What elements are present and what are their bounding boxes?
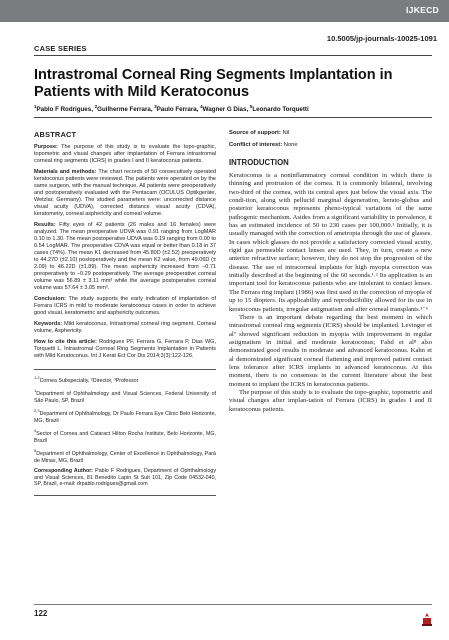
body-column xyxy=(229,130,432,414)
conflict-of-interest: Conflict of interest: None xyxy=(229,142,298,148)
author-name: Wagner G Dias xyxy=(202,106,247,114)
author-name: Guilherme Ferrara xyxy=(97,106,151,114)
affiliation-2-3: $^{2,3}$Department of Ophthalmology, Dr Paulo Ferrara Eye Clinic Belo Horizonte, MG, Brazil xyxy=(34,408,216,424)
introduction-heading: INTRODUCTION xyxy=(229,158,289,167)
intro-paragraph-1: Keratoconus is a noninflammatory corneal condition in which there is thinning and protrusion of the cornea. It is commonly bilateral, involving two-third of the cornea, with its central apex just below the visual axis. The condi-tion, along with pellucid marginal degeneration, kerato-globus and posterior keratoconus represents pheno-typical variations of the same pathogenic mechanism. Asides from a significant variability in prevalence, it has an estimated incidence of 50 to 230 cases per 100,000.¹ Initially, it is usually managed with the correction of ametropia through the use of glasses. In cases which glasses do not provide a satisfactory corrected visual acuity, rigid gas permeable contact lenses are used. They, in turn, create a new anterior refractive surface; however, they do not stop the progression of the disease. The use of intracorneal implants for high myopia correction was initially described at the beginning of the 60 seconds.¹˒² Its application is an important tool for keratoconus patients who are intolerant to contact lenses. The Ferrara ring implant (1986) was first used in the correction of myopia of up to 15 diopters. Its applicability and reproducibility allowed for its use in keratoconus patients, irregular astigmatism and after corneal transplants.³⁻⁶ xyxy=(229,172,432,313)
abstract-results: Results: Fifty eyes of 42 patients (26 males and 16 females) were analyzed. The mean preoperative UDVA was 0.91 ranging from LogMAR 0.10 to 1.30. The mean postoperative UDVA was 0.19 ranging from 0.00 to 0.54 LogMAR. The preoperative CDVA was equal or better than 0.18 in 37 cases (74%). The mean K1 decreased from 45.80D (±2.52) preoperatively to 44.27D (±2.10) postoperatively and the mean K2 value, from 49.06D (± 2.09) to 46.22D (±1.89). The mean asphericity increased from −0.71 preoperatively to −0.29 postoperatively. The average preoperative corneal volume was 56.89 ± 3.11 mm³ while the average postoperative corneal volume was 57.64 ± 3.05 mm³. xyxy=(34,222,216,291)
abstract-methods: Materials and methods: The chart records of 50 consecutively operated keratoconus patients were reviewed. The patients were operated on by the same surgeon, with the manual technique. All patients were preoperatively and postoperatively evaluated with the Pentacam (OCULUS Optikgeräte, Wetzlar, Germany). The studied parameters were: uncorrected distance visual acuity (UDVA), corrected distance visual acuity (CDVA), keratometry, corneal asphericity and corneal volume. xyxy=(34,169,217,217)
affiliations-box xyxy=(34,369,216,496)
abstract-purpose: Purpose: The purpose of this study is to evaluate the topo-graphic, topometric and visual changes after implantation of Ferrara intrastromal corneal ring segments (ICRS) in grades I and II keratoconus patients. xyxy=(34,144,217,164)
source-of-support: Source of support: Nil xyxy=(229,130,290,136)
abstract-citation: How to cite this article: Rodrigues PF, Ferrara G, Ferrara P, Dias WG, Torquetti L. Intrastromal Corneal Ring Segments Implantation in Patients with Mild Keratoconus. Int J Kerat Ect Cor Dis 2014;3(3):122-126. xyxy=(34,339,216,359)
affiliation-1: $^1$Department of Ophthalmology and Visual Sciences, Federal University of São Paulo, SP, Brazil xyxy=(34,388,216,404)
author-name: Pablo F Rodrigues xyxy=(36,106,92,114)
journal-header-bar xyxy=(0,0,449,22)
section-label: CASE SERIES xyxy=(34,44,87,53)
intro-paragraph-2: There is an important debate regarding the best moment in which intrastromal corneal ring segments (ICRS) should be implanted. Levinger et al⁷ showed significant reduction in myopia with improvement in regular astigmatism in initial and moderate keratoconus; Fahd et al⁸ also demonstrated good results in moderate and advanced keratoconus. Kahn et al demonstrated significant corneal flattening and improved patient contact lens tolerance after ICRS implants in advanced keratoconus. At this moment, there is no consensus in the current literature about the best moment to implant the ICRS in keratoconus patients. xyxy=(229,313,432,388)
affiliation-4: $^4$Sector of Cornea and Cataract Hilton Rocha Institute, Belo Horizonte, MG, Brazil xyxy=(34,428,216,444)
author-list: $^1$Pablo F Rodrigues, $^2$Guilherme Ferrara, $^3$Paulo Ferrara, $^4$Wagner G Dias, $^5$Leonardo Torquetti xyxy=(34,104,309,114)
page-number: 122 xyxy=(34,609,48,618)
intro-paragraph-3: The purpose of this study is to evaluate the topo-graphic, topometric and visual changes after implan-tation of Ferrara (ICRS) in grades I and II keratoconus patients. xyxy=(229,388,432,413)
title-top-rule xyxy=(34,55,432,56)
abstract-heading: ABSTRACT xyxy=(34,130,77,139)
article-title: Intrastromal Corneal Ring Segments Implantation in Patients with Mild Keratoconus xyxy=(34,67,393,100)
abstract-conclusion: Conclusion: The study supports the early indication of implantation of Ferrara ICRS in mild to moderate keratoconus cases in order to achieve good visual, keratometric and asphericity outcomes. xyxy=(34,296,217,316)
affiliation-5: $^5$Department of Ophthalmology, Center of Excellence in Ophthalmology, Pará de Minas, MG, Brazil xyxy=(34,448,216,464)
authors-bottom-rule xyxy=(34,117,432,118)
publisher-logo-icon xyxy=(420,612,434,628)
journal-name: IJKECD xyxy=(406,5,439,15)
abstract-keywords: Keywords: Mild keratoconus, Intrastromal corneal ring segment, Corneal volume, Asphericity. xyxy=(34,321,217,334)
corresponding-author: Corresponding Author: Pablo F Rodrigues, Department of Ophthalmology and Visual Sciences, 81 Benedito Lapin St Suit 101, Zip Code 04532-040, SP, Brazil, e-mail: drpablo.rodrigues@gmail.com xyxy=(34,468,216,488)
author-name: Paulo Ferrara xyxy=(156,106,197,114)
abstract-column xyxy=(34,130,216,496)
author-name: Leonardo Torquetti xyxy=(252,106,309,114)
author-roles: $^{1,2}$Cornea Subspecialty, ²Director, ³Professor xyxy=(34,375,139,384)
footer-rule xyxy=(34,604,432,605)
doi[interactable]: 10.5005/jp-journals-10025-1091 xyxy=(326,34,437,43)
